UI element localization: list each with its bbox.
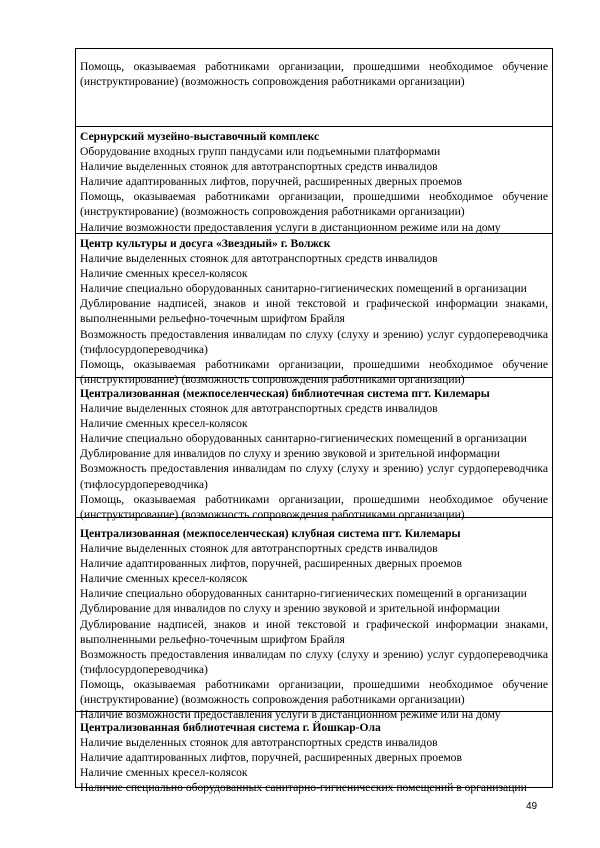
page-number: 49 (526, 801, 538, 812)
row-line: Помощь, оказываемая работниками организации, прошедшими необходимое обучение (инструктирование) (возможность сопровождения работниками организации) (80, 190, 548, 219)
row-line: Возможность предоставления инвалидам по слуху (слуху и зрению) услуг сурдопереводчика (тифлосурдопереводчика) (80, 647, 548, 676)
row-line: Дублирование надписей, знаков и иной текстовой и графической информации знаками, выполненными рельефно-точечным шрифтом Брайля (80, 617, 548, 646)
row-line: Дублирование для инвалидов по слуху и зрению звуковой и зрительной информации (80, 602, 500, 616)
row-line: Возможность предоставления инвалидам по слуху (слуху и зрению) услуг сурдопереводчика (тифлосурдопереводчика) (80, 462, 548, 491)
row-line: Наличие сменных кресел-колясок (80, 572, 248, 586)
accessibility-table (75, 48, 553, 795)
table-row (76, 49, 552, 126)
row-line: Помощь, оказываемая работниками организации, прошедшими необходимое обучение (инструктирование) (возможность сопровождения работниками организации) (80, 357, 548, 386)
row-line: Наличие возможности предоставления услуги в дистанционном режиме или на дому (80, 708, 501, 722)
row-line: Наличие адаптированных лифтов, поручней, расширенных дверных проемов (80, 175, 462, 189)
row-line: Наличие возможности предоставления услуги в дистанционном режиме или на дому (80, 220, 501, 234)
row-line: Наличие выделенных стоянок для автотранспортных средств инвалидов (80, 160, 438, 174)
row-line: Наличие адаптированных лифтов, поручней, расширенных дверных проемов (80, 557, 462, 571)
row-line: Наличие специально оборудованных санитарно-гигиенических помещений в организации (80, 432, 527, 446)
row-line: Дублирование надписей, знаков и иной текстовой и графической информации знаками, выполненными рельефно-точечным шрифтом Брайля (80, 297, 548, 326)
row-line: Наличие специально оборудованных санитарно-гигиенических помещений в организации (80, 282, 527, 296)
row-line: Наличие сменных кресел-колясок (80, 417, 248, 431)
row-title: Централизованная (межпоселенческая) библиотечная система пгт. Килемары (80, 387, 490, 400)
row-line: Наличие выделенных стоянок для автотранспортных средств инвалидов (80, 252, 438, 266)
table-row (76, 711, 552, 795)
row-title: Центр культуры и досуга «Звездный» г. Волжск (80, 237, 331, 250)
row-line: Наличие сменных кресел-колясок (80, 766, 248, 780)
row-title: Централизованная библиотечная система г. Йошкар-Ола (80, 721, 381, 734)
row-line: Наличие адаптированных лифтов, поручней, расширенных дверных проемов (80, 751, 462, 765)
row-title: Централизованная (межпоселенческая) клубная система пгт. Килемары (80, 527, 461, 540)
row-line: Наличие выделенных стоянок для автотранспортных средств инвалидов (80, 542, 438, 556)
row-line: Наличие выделенных стоянок для автотранспортных средств инвалидов (80, 402, 438, 416)
table-row (76, 233, 552, 386)
row-line: Наличие специально оборудованных санитарно-гигиенических помещений в организации (80, 587, 527, 601)
table-row (76, 517, 552, 722)
row-line: Помощь, оказываемая работниками организации, прошедшими необходимое обучение (инструктирование) (возможность сопровождения работниками организации) (80, 60, 548, 89)
row-title: Сернурский музейно-выставочный комплекс (80, 130, 320, 143)
row-line: Оборудование входных групп пандусами или подъемными платформами (80, 145, 441, 159)
row-line: Наличие специально оборудованных санитарно-гигиенических помещений в организации (80, 781, 527, 795)
row-line: Возможность предоставления инвалидам по слуху (слуху и зрению) услуг сурдопереводчика (тифлосурдопереводчика) (80, 327, 548, 356)
row-line: Дублирование для инвалидов по слуху и зрению звуковой и зрительной информации (80, 447, 500, 461)
row-line: Помощь, оказываемая работниками организации, прошедшими необходимое обучение (инструктирование) (возможность сопровождения работниками организации) (80, 492, 548, 521)
row-line: Помощь, оказываемая работниками организации, прошедшими необходимое обучение (инструктирование) (возможность сопровождения работниками организации) (80, 677, 548, 707)
table-row (76, 377, 552, 521)
row-line: Наличие выделенных стоянок для автотранспортных средств инвалидов (80, 736, 438, 750)
row-line: Наличие сменных кресел-колясок (80, 267, 248, 281)
table-row (76, 126, 552, 233)
